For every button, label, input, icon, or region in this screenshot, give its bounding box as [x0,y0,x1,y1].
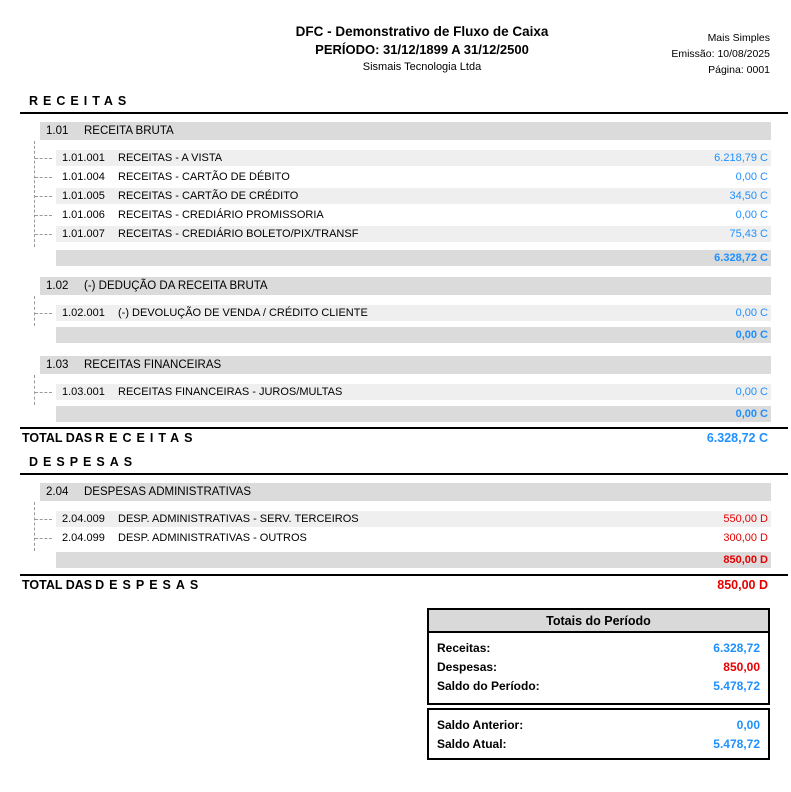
group-header [40,483,771,501]
table-row [56,226,771,242]
total-receitas-row [20,429,771,447]
report-body [20,93,771,760]
account-code: 1.01.001 [62,152,105,164]
section-title-despesas: DESPESAS [29,455,138,469]
account-value: 0,00 C [735,209,768,221]
totals-value: 5.478,72 [713,736,760,751]
group-subtotal-value: 6.328,72 C [714,252,768,264]
total-receitas-value: 6.328,72 C [706,431,768,445]
totals-row-saldo-atual [429,734,768,753]
totals-label: Despesas: [437,659,498,674]
account-code: 2.04.099 [62,532,105,544]
group-despesas-administrativas [20,483,771,568]
section-rule [20,112,788,114]
group-header [40,277,771,295]
account-label: DESP. ADMINISTRATIVAS - OUTROS [118,532,307,544]
account-label: RECEITAS - A VISTA [118,152,223,164]
page-title: DFC - Demonstrativo de Fluxo de Caixa [295,24,549,39]
totals-label: Saldo Anterior: [437,717,524,732]
group-rows [20,511,771,546]
section-title-receitas: RECEITAS [29,94,132,108]
account-label: RECEITAS - CREDIÁRIO BOLETO/PIX/TRANSF [118,228,359,240]
group-label: DESPESAS ADMINISTRATIVAS [84,486,252,498]
totals-row-saldo-periodo [429,676,768,695]
table-row [56,207,771,223]
emission-date: Emissão: 10/08/2025 [671,48,770,60]
account-label: RECEITAS - CREDIÁRIO PROMISSORIA [118,209,324,221]
total-receitas-label: TOTAL DAS RECEITAS [22,431,198,445]
group-code: 1.02 [46,280,69,292]
account-code: 1.01.005 [62,190,105,202]
totals-row-receitas [429,638,768,657]
totals-label: Saldo Atual: [437,736,507,751]
totals-value: 850,00 [723,659,760,674]
group-subtotal-value: 850,00 D [723,554,768,566]
total-despesas-value: 850,00 D [717,578,768,592]
table-row [56,530,771,546]
group-header [40,122,771,140]
account-label: RECEITAS FINANCEIRAS - JUROS/MULTAS [118,386,343,398]
group-rows [20,150,771,242]
group-rows [20,305,771,321]
table-row [56,384,771,400]
group-subtotal-value: 0,00 C [735,408,768,420]
group-code: 2.04 [46,486,69,498]
account-value: 0,00 C [735,307,768,319]
account-label: DESP. ADMINISTRATIVAS - SERV. TERCEIROS [118,513,359,525]
total-despesas-label: TOTAL DAS DESPESAS [22,578,204,592]
group-label: RECEITAS FINANCEIRAS [84,359,222,371]
table-row [56,305,771,321]
account-value: 550,00 D [723,513,768,525]
section-rule [20,473,788,475]
account-value: 75,43 C [729,228,768,240]
table-row [56,188,771,204]
group-rows [20,384,771,400]
total-despesas-row [20,576,771,594]
group-subtotal-row [56,552,771,568]
brand-name: Mais Simples [707,32,770,44]
group-code: 1.01 [46,125,69,137]
account-value: 300,00 D [723,532,768,544]
page-number: Página: 0001 [708,64,770,76]
account-value: 0,00 C [735,171,768,183]
group-receita-bruta [20,122,771,266]
totals-label: Receitas: [437,640,491,655]
account-value: 34,50 C [729,190,768,202]
totals-box [427,608,770,760]
table-row [56,511,771,527]
table-row [56,169,771,185]
group-header [40,356,771,374]
account-value: 6.218,79 C [714,152,768,164]
account-value: 0,00 C [735,386,768,398]
account-code: 2.04.009 [62,513,105,525]
report-period: PERÍODO: 31/12/1899 A 31/12/2500 [315,42,529,57]
account-code: 1.02.001 [62,307,105,319]
group-subtotal-row [56,250,771,266]
group-deducao-receita [20,277,771,343]
totals-box-title: Totais do Período [429,610,768,633]
group-label: (-) DEDUÇÃO DA RECEITA BRUTA [84,280,268,292]
group-subtotal-row [56,406,771,422]
group-subtotal-row [56,327,771,343]
totals-row-saldo-anterior [429,715,768,734]
account-label: RECEITAS - CARTÃO DE DÉBITO [118,171,290,183]
report-meta [671,30,770,78]
group-subtotal-value: 0,00 C [735,329,768,341]
account-code: 1.01.006 [62,209,105,221]
group-code: 1.03 [46,359,69,371]
group-receitas-financeiras [20,356,771,422]
totals-row-despesas [429,657,768,676]
totals-value: 0,00 [736,717,760,732]
account-label: (-) DEVOLUÇÃO DE VENDA / CRÉDITO CLIENTE [118,307,368,319]
account-code: 1.03.001 [62,386,105,398]
totals-balance-panel [427,708,770,760]
group-label: RECEITA BRUTA [84,125,174,137]
totals-value: 6.328,72 [713,640,760,655]
account-code: 1.01.007 [62,228,105,240]
totals-value: 5.478,72 [713,678,760,693]
totals-label: Saldo do Período: [437,678,540,693]
totals-period-panel [427,608,770,705]
account-code: 1.01.004 [62,171,105,183]
table-row [56,150,771,166]
account-label: RECEITAS - CARTÃO DE CRÉDITO [118,190,299,202]
company-name: Sismais Tecnologia Ltda [362,61,482,73]
